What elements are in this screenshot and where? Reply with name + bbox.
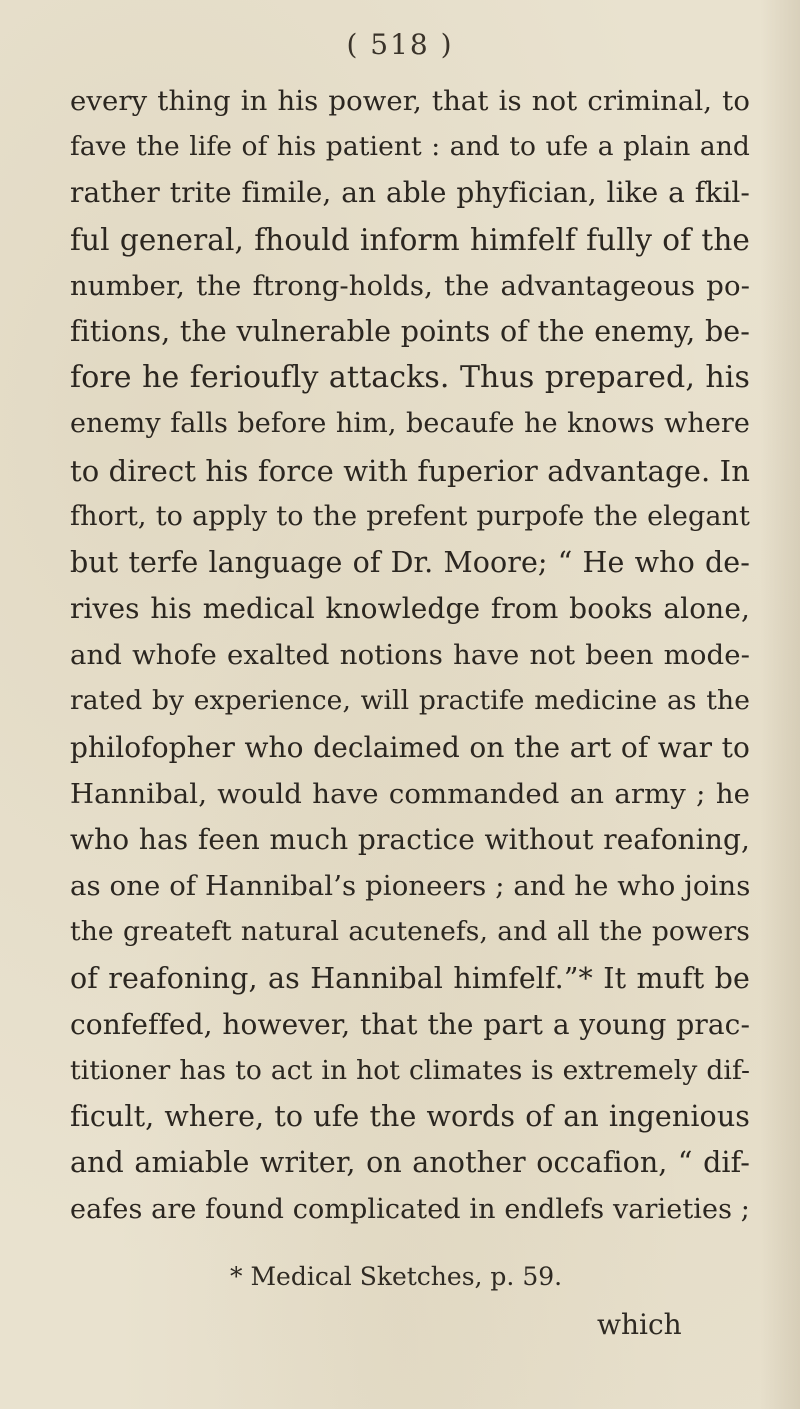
text-line: titioner has to act in hot climates is extremely dif- <box>70 1054 750 1086</box>
text-line: fitions, the vulnerable points of the enemy, be- <box>70 314 750 348</box>
text-line: every thing in his power, that is not criminal, to <box>70 85 750 117</box>
text-line: ful general, fhould inform himfelf fully of the <box>70 222 750 257</box>
text-line: to direct his force with fuperior advantage. In <box>70 453 750 488</box>
text-line: rather trite fimile, an able phyfician, like a fkil- <box>70 176 750 210</box>
text-line: and amiable writer, on another occafion, “ dif- <box>70 1146 750 1180</box>
page-number: ( 518 ) <box>346 28 454 61</box>
text-line: of reafoning, as Hannibal himfelf.”* It muft be <box>70 961 750 995</box>
text-line: fore he ferioufly attacks. Thus prepared, his <box>70 360 750 396</box>
text-line: enemy falls before him, becaufe he knows where <box>70 408 750 440</box>
text-line: Hannibal, would have commanded an army ; he <box>70 777 750 810</box>
text-line: who has feen much practice without reafoning, <box>70 823 750 856</box>
text-line: fave the life of his patient : and to ufe a plain and <box>70 131 750 163</box>
text-line: as one of Hannibal’s pioneers ; and he who joins <box>70 870 751 903</box>
text-line: and whofe exalted notions have not been mode- <box>70 639 750 672</box>
text-line: rives his medical knowledge from books alone, <box>70 592 750 626</box>
text-line: fhort, to apply to the prefent purpofe the elegant <box>70 500 750 532</box>
body-text <box>70 78 750 1233</box>
footnote: * Medical Sketches, p. 59. <box>230 1262 563 1291</box>
text-line: ficult, where, to ufe the words of an ingenious <box>70 1100 750 1134</box>
text-line: eafes are found complicated in endlefs varieties ; <box>70 1193 750 1225</box>
text-line: confeffed, however, that the part a young prac- <box>70 1007 750 1041</box>
text-line: but terfe language of Dr. Moore; “ He who de- <box>70 545 750 579</box>
text-line: rated by experience, will practife medicine as the <box>70 685 750 717</box>
text-line: number, the ftrong-holds, the advantageous po- <box>70 269 750 302</box>
text-line: the greateft natural acutenefs, and all the powers <box>70 916 750 948</box>
catchword: which <box>597 1308 682 1341</box>
page-edge-shadow <box>760 0 800 1409</box>
text-line: philofopher who declaimed on the art of war to <box>70 730 750 764</box>
